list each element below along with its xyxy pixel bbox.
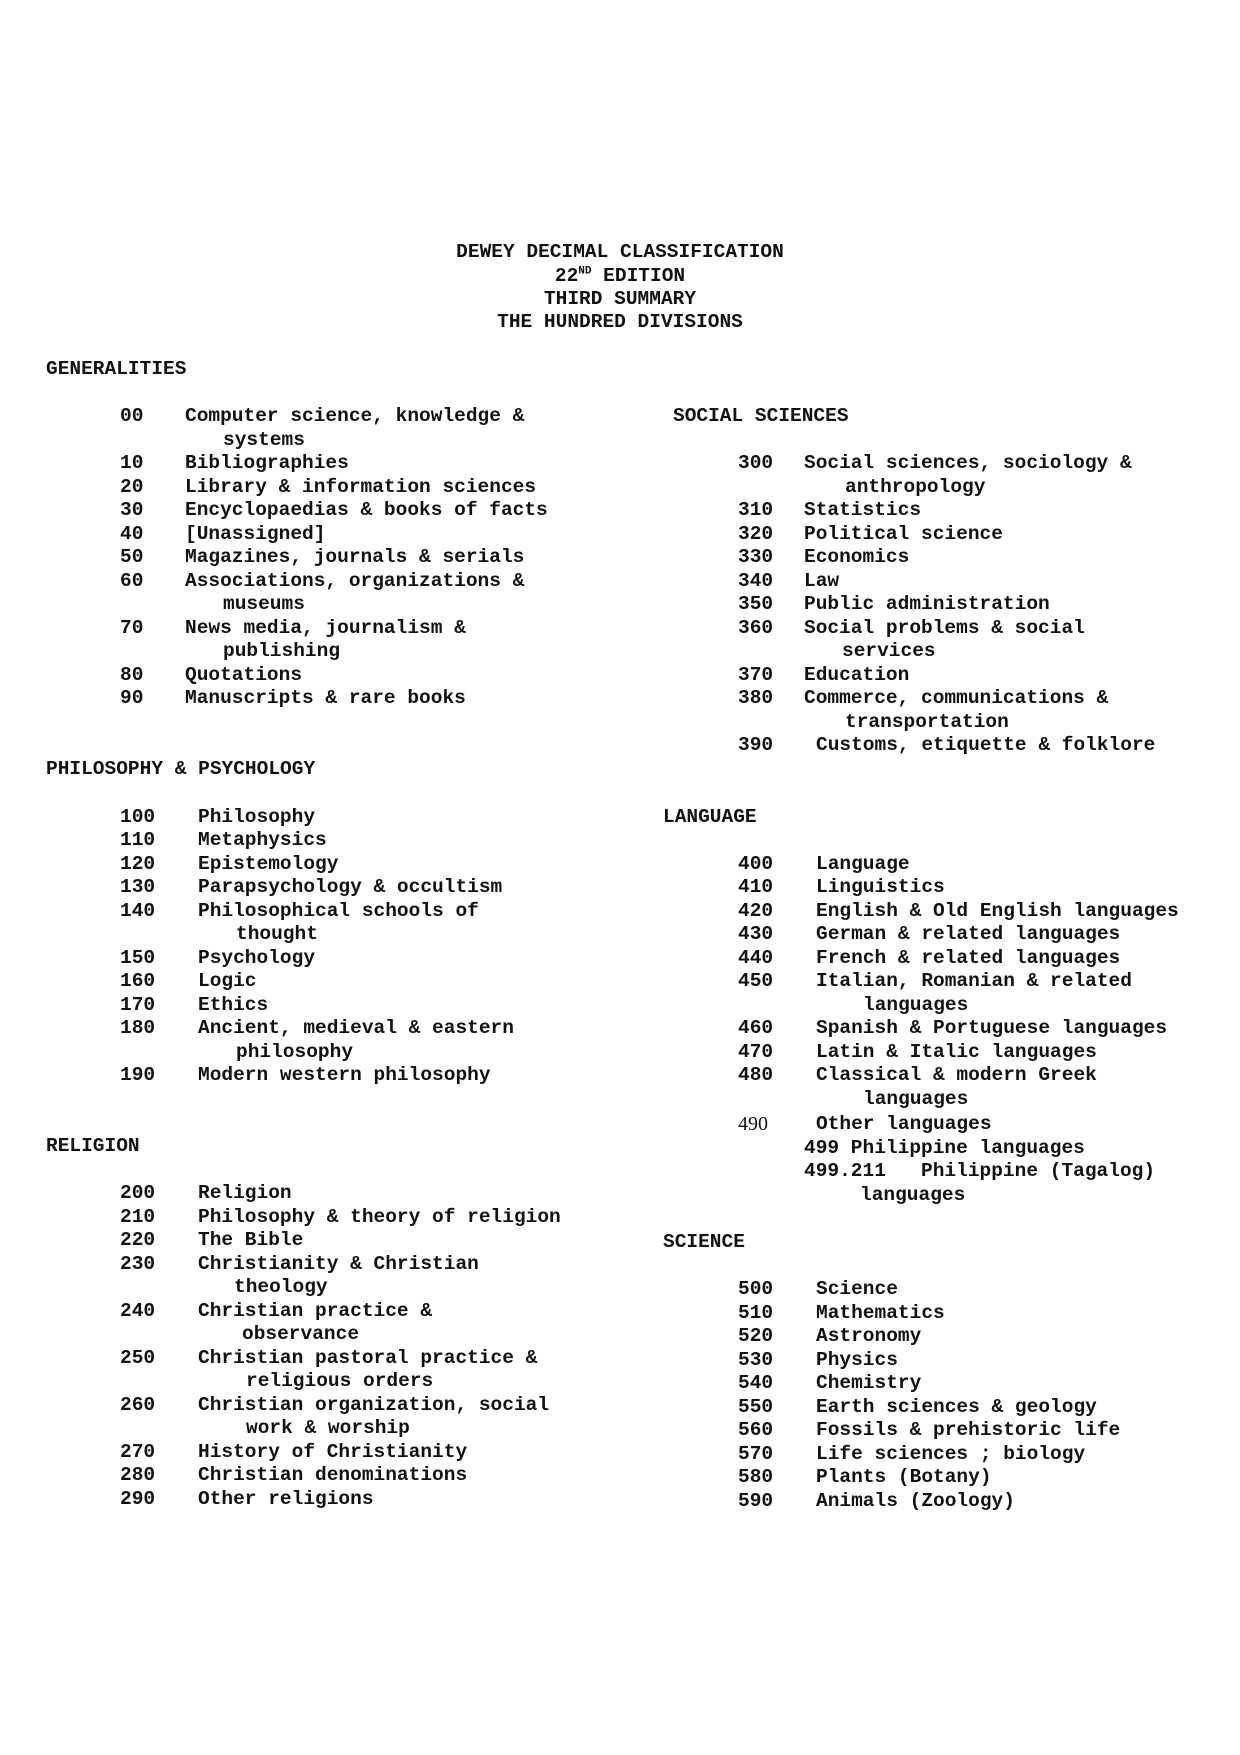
entry-label: Bibliographies xyxy=(185,452,349,474)
entry-code: 160 xyxy=(120,970,156,992)
entry-code: 70 xyxy=(120,617,144,639)
entry-label: Chemistry xyxy=(816,1372,922,1394)
entry-code: 150 xyxy=(120,947,156,969)
entry-label: Political science xyxy=(804,523,1003,545)
entry-label-cont: theology xyxy=(234,1276,328,1298)
entry-label: Mathematics xyxy=(816,1302,945,1324)
entry-code: 300 xyxy=(738,452,774,474)
entry-label: Life sciences ; biology xyxy=(816,1443,1086,1465)
entry-code: 340 xyxy=(738,570,774,592)
entry-code: 210 xyxy=(120,1206,156,1228)
section-heading-science: SCIENCE xyxy=(663,1231,745,1253)
entry-label: Philosophy xyxy=(198,806,316,828)
entry-label: Library & information sciences xyxy=(185,476,537,498)
entry-label-cont: religious orders xyxy=(246,1370,434,1392)
entry-label: News media, journalism & xyxy=(185,617,466,639)
entry-code: 410 xyxy=(738,876,774,898)
entry-code: 170 xyxy=(120,994,156,1016)
entry-code: 90 xyxy=(120,687,144,709)
entry-code: 20 xyxy=(120,476,144,498)
entry-label: Religion xyxy=(198,1182,292,1204)
entry-code: 360 xyxy=(738,617,774,639)
entry-label: Science xyxy=(816,1278,898,1300)
edition-number: 22 xyxy=(554,265,579,287)
entry-code: 200 xyxy=(120,1182,156,1204)
entry-code: 180 xyxy=(120,1017,156,1039)
section-heading-social-sciences: SOCIAL SCIENCES xyxy=(673,405,849,427)
entry-label: The Bible xyxy=(198,1229,304,1251)
entry-label: Public administration xyxy=(804,593,1050,615)
entry-code: 310 xyxy=(738,499,774,521)
entry-label: Italian, Romanian & related xyxy=(816,970,1132,992)
entry-label: History of Christianity xyxy=(198,1441,468,1463)
section-heading-language: LANGUAGE xyxy=(663,806,757,828)
entry-label: Ethics xyxy=(198,994,269,1016)
entry-code: 250 xyxy=(120,1347,156,1369)
entry-code: 260 xyxy=(120,1394,156,1416)
entry-code: 500 xyxy=(738,1278,774,1300)
section-heading-religion: RELIGION xyxy=(46,1135,140,1157)
entry-code: 190 xyxy=(120,1064,156,1086)
entry-label-cont: work & worship xyxy=(246,1417,410,1439)
entry-label: Christianity & Christian xyxy=(198,1253,479,1275)
entry-label: Christian pastoral practice & xyxy=(198,1347,538,1369)
entry-code: 390 xyxy=(738,734,774,756)
entry-label: Ancient, medieval & eastern xyxy=(198,1017,514,1039)
entry-label: Logic xyxy=(198,970,257,992)
entry-code: 60 xyxy=(120,570,144,592)
edition-line xyxy=(0,265,1240,289)
section-heading-generalities: GENERALITIES xyxy=(46,358,187,380)
entry-label: Linguistics xyxy=(816,876,945,898)
entry-label: Earth sciences & geology xyxy=(816,1396,1097,1418)
entry-label: Customs, etiquette & folklore xyxy=(816,734,1156,756)
entry-code: 380 xyxy=(738,687,774,709)
entry-label-cont: publishing xyxy=(223,640,341,662)
entry-code: 460 xyxy=(738,1017,774,1039)
entry-code: 270 xyxy=(120,1441,156,1463)
entry-code: 570 xyxy=(738,1443,774,1465)
entry-label: Statistics xyxy=(804,499,922,521)
entry-code: 350 xyxy=(738,593,774,615)
entry-code: 510 xyxy=(738,1302,774,1324)
entry-label: English & Old English languages xyxy=(816,900,1179,922)
entry-label: Computer science, knowledge & xyxy=(185,405,525,427)
entry-label: French & related languages xyxy=(816,947,1121,969)
entry-label-cont: anthropology xyxy=(845,476,986,498)
entry-label: Social problems & social xyxy=(804,617,1085,639)
entry-label: Associations, organizations & xyxy=(185,570,525,592)
entry-label: Parapsychology & occultism xyxy=(198,876,503,898)
entry-code: 320 xyxy=(738,523,774,545)
entry-code: 30 xyxy=(120,499,144,521)
entry-code: 230 xyxy=(120,1253,156,1275)
entry-label-cont: museums xyxy=(223,593,305,615)
entry-code: 110 xyxy=(120,829,156,851)
entry-label: [Unassigned] xyxy=(185,523,326,545)
entry-code: 560 xyxy=(738,1419,774,1441)
entry-label: Fossils & prehistoric life xyxy=(816,1419,1121,1441)
entry-code: 140 xyxy=(120,900,156,922)
entry-label: Other religions xyxy=(198,1488,374,1510)
entry-code: 280 xyxy=(120,1464,156,1486)
entry-label: Modern western philosophy xyxy=(198,1064,491,1086)
entry-code: 580 xyxy=(738,1466,774,1488)
entry-label-cont: observance xyxy=(242,1323,360,1345)
entry-label: Education xyxy=(804,664,910,686)
entry-code: 470 xyxy=(738,1041,774,1063)
entry-label: Astronomy xyxy=(816,1325,922,1347)
entry-label-cont: transportation xyxy=(845,711,1009,733)
entry-label: Other languages xyxy=(816,1113,992,1135)
sub-entry: 499 Philippine languages xyxy=(804,1137,1085,1159)
edition-word: EDITION xyxy=(591,265,686,287)
entry-label: Psychology xyxy=(198,947,316,969)
entry-code: 450 xyxy=(738,970,774,992)
summary-line: THIRD SUMMARY xyxy=(543,288,697,310)
entry-label-cont: philosophy xyxy=(236,1041,354,1063)
entry-label: Magazines, journals & serials xyxy=(185,546,525,568)
entry-code: 290 xyxy=(120,1488,156,1510)
section-heading-philosophy: PHILOSOPHY & PSYCHOLOGY xyxy=(46,758,316,780)
entry-label-cont: systems xyxy=(223,429,305,451)
entry-label: Spanish & Portuguese languages xyxy=(816,1017,1168,1039)
entry-code: 130 xyxy=(120,876,156,898)
sub-entry-cont: languages xyxy=(860,1184,966,1206)
entry-code: 330 xyxy=(738,546,774,568)
sub-entry: 499.211 Philippine (Tagalog) xyxy=(804,1160,1156,1182)
entry-label: Philosophical schools of xyxy=(198,900,479,922)
entry-code: 10 xyxy=(120,452,144,474)
entry-label-cont: thought xyxy=(236,923,318,945)
entry-label: Christian denominations xyxy=(198,1464,468,1486)
entry-code: 80 xyxy=(120,664,144,686)
entry-label: Language xyxy=(816,853,910,875)
entry-label-cont: services xyxy=(842,640,936,662)
divisions-line: THE HUNDRED DIVISIONS xyxy=(497,311,743,333)
doc-title: DEWEY DECIMAL CLASSIFICATION xyxy=(456,241,784,263)
entry-code: 590 xyxy=(738,1490,774,1512)
entry-label: Classical & modern Greek xyxy=(816,1064,1097,1086)
entry-code: 50 xyxy=(120,546,144,568)
entry-code: 550 xyxy=(738,1396,774,1418)
entry-code: 430 xyxy=(738,923,774,945)
entry-code: 420 xyxy=(738,900,774,922)
entry-label-cont: languages xyxy=(863,994,969,1016)
entry-label: Philosophy & theory of religion xyxy=(198,1206,561,1228)
entry-label: Christian practice & xyxy=(198,1300,433,1322)
edition-suffix: ND xyxy=(578,265,592,278)
entry-code: 240 xyxy=(120,1300,156,1322)
entry-code: 370 xyxy=(738,664,774,686)
entry-code: 100 xyxy=(120,806,156,828)
entry-label: Physics xyxy=(816,1349,898,1371)
entry-label: Animals (Zoology) xyxy=(816,1490,1015,1512)
entry-label: Metaphysics xyxy=(198,829,327,851)
entry-label-cont: languages xyxy=(863,1088,969,1110)
entry-label: Commerce, communications & xyxy=(804,687,1109,709)
entry-code: 40 xyxy=(120,523,144,545)
entry-code: 530 xyxy=(738,1349,774,1371)
entry-label: Epistemology xyxy=(198,853,339,875)
entry-label: Law xyxy=(804,570,840,592)
entry-code: 120 xyxy=(120,853,156,875)
entry-code: 520 xyxy=(738,1325,774,1347)
entry-label: Plants (Botany) xyxy=(816,1466,992,1488)
entry-label: Quotations xyxy=(185,664,303,686)
entry-code: 480 xyxy=(738,1064,774,1086)
entry-label: Social sciences, sociology & xyxy=(804,452,1132,474)
entry-label: Latin & Italic languages xyxy=(816,1041,1097,1063)
entry-code: 220 xyxy=(120,1229,156,1251)
entry-code: 00 xyxy=(120,405,144,427)
entry-code: 540 xyxy=(738,1372,774,1394)
entry-label: Christian organization, social xyxy=(198,1394,550,1416)
entry-label: Encyclopaedias & books of facts xyxy=(185,499,548,521)
entry-code: 440 xyxy=(738,947,774,969)
entry-code: 400 xyxy=(738,853,774,875)
entry-code: 490 xyxy=(738,1113,768,1135)
entry-label: German & related languages xyxy=(816,923,1121,945)
entry-label: Manuscripts & rare books xyxy=(185,687,466,709)
entry-label: Economics xyxy=(804,546,910,568)
